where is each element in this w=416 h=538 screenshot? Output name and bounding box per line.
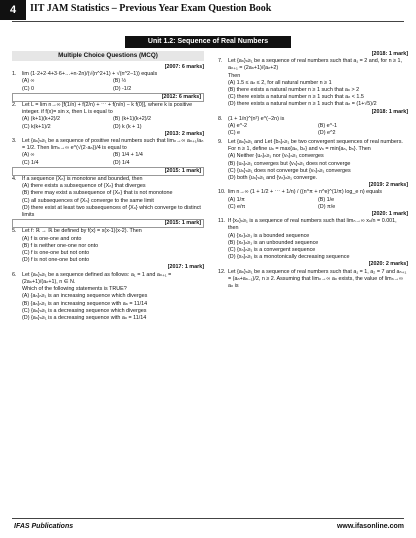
option: (C) {uₙ}ₙ≥₁ does not converge but {vₙ}ₙ≥₁ converges bbox=[228, 167, 351, 174]
header-rule bbox=[12, 21, 404, 22]
question-10: 10. lim n→∞ (1 + 1/2 + ⋯ + 1/n) / ((n^π + n^e)^(1/π) log_e n) equals bbox=[218, 189, 382, 196]
year-tag: [2013: 2 marks] bbox=[164, 130, 204, 137]
year-tag: [2018: 1 mark] bbox=[371, 51, 408, 57]
left-column bbox=[12, 51, 204, 322]
option: (A) 1.5 ≤ aₙ ≤ 2, for all natural number n ≥ 1 bbox=[228, 79, 332, 86]
question-5: 5. Let f: ℝ → ℝ be defined by f(x) = x(x-1)(x-2). Then bbox=[12, 228, 142, 235]
option: (C) all subsequences of {Xₙ} converge to the same limit bbox=[22, 197, 154, 204]
footer-rule bbox=[12, 518, 404, 519]
year-tag: [2007: 6 marks] bbox=[164, 64, 204, 70]
option: (C) there exists a natural number n ≥ 1 such that aₙ < 1.5 bbox=[228, 94, 364, 101]
question-3-options: (A) ∞ (B) 1/4 + 1/4 (C) 1/4 (D) 1/4 bbox=[22, 152, 143, 166]
year-tag: [2019: 2 marks] bbox=[368, 182, 408, 189]
question-2: 2. Let L = lim n→∞ [f(1/n) + f(2/n) + ⋯ + f(n/n) − k f(0)], where k is positive integer. if f(x)= sin x, then L is equal to bbox=[12, 102, 193, 116]
option: (B) {xₙ}ₙ≥₁ is an unbounded sequence bbox=[228, 239, 319, 246]
question-2-options: (A) (k+1)(k+2)/2 (B) (k+1)(k+2)/2 (C) k(k+1)/2 (D) k (k + 1) bbox=[22, 116, 152, 130]
year-tag: [2017: 1 mark] bbox=[167, 264, 204, 271]
option: (D) {xₙ}ₙ≥₁ is a monotonically decreasing sequence bbox=[228, 254, 350, 261]
option: (C) {xₙ}ₙ≥₁ is a convergent sequence bbox=[228, 246, 316, 253]
option: (A) {xₙ}ₙ≥₁ is a bounded sequence bbox=[228, 232, 310, 239]
year-tag: [2012: 6 marks] bbox=[12, 93, 204, 102]
option: (A) there exists a subsequence of {Xₙ} that diverges bbox=[22, 183, 146, 190]
right-column bbox=[218, 51, 408, 290]
page-number: 4 bbox=[0, 0, 26, 20]
question-12: 12. Let {aₙ}ₙ≥₁ be a sequence of real numbers such that a₁ = 1, a₂ = 7 and aₙ₊₁ = (aₙ+aₙ₋₁)/2, n ≥ 2. Assuming that limₙ→∞ aₙ exists, the value of limₙ→∞ aₙ is bbox=[218, 268, 407, 289]
option: (A) f is one-one and onto bbox=[22, 235, 82, 242]
question-7-then: Then bbox=[228, 72, 241, 79]
option: (D) both {uₙ}ₙ≥₁ and {vₙ}ₙ≥₁ converge. bbox=[228, 174, 318, 181]
option: (B) there may exist a subsequence of {Xₙ} that is not monotone bbox=[22, 190, 173, 197]
question-7: 7. Let {aₙ}ₙ≥₁ be a sequence of real numbers such that a₁ = 2 and, for n ≥ 1, aₙ₊₁ = (2aₙ+1)/(aₙ+2) bbox=[218, 58, 403, 72]
option: (B) f is neither one-one nor onto bbox=[22, 242, 99, 249]
question-4: 4. If a sequence {Xₙ} is monotone and bounded, then bbox=[12, 176, 143, 183]
option: (D) there exists a natural number n ≥ 1 such that aₙ = (1+√5)/2 bbox=[228, 101, 377, 108]
year-tag: [2020: 1 mark] bbox=[371, 210, 408, 217]
question-1: 1. lim (1·2+2·4+3·6+…+n·2n)/(√(n^2+1) + √(n^2−1)) equals bbox=[12, 71, 158, 78]
year-tag: [2015: 1 mark] bbox=[12, 167, 204, 176]
book-title: IIT JAM Statistics – Previous Year Exam Question Book bbox=[30, 3, 272, 14]
option: (D) {aₙ}ₙ≥₁ is a decreasing sequence with aₙ = 11/14 bbox=[22, 314, 147, 321]
year-tag: [2018: 1 mark] bbox=[371, 108, 408, 115]
option: (D) there exist at least two subsequences of {Xₙ} which converge to distinct limits bbox=[22, 204, 201, 219]
page-header bbox=[0, 0, 416, 20]
mcq-title: Multiple Choice Questions (MCQ) bbox=[12, 51, 204, 61]
option: (A) {aₙ}ₙ≥₁ is an increasing sequence which diverges bbox=[22, 293, 148, 300]
option: (B) {uₙ}ₙ≥₁ converges but {vₙ}ₙ≥₁ does not converge bbox=[228, 160, 351, 167]
question-11: 11. If {xₙ}ₙ≥₁ is a sequence of real numbers such that limₙ→∞ xₙ/n = 0.001, then bbox=[218, 218, 397, 232]
unit-title: Unit 1.2: Sequence of Real Numbers bbox=[125, 36, 291, 48]
question-3: 3. Let {aₙ}ₙ≥₁ be a sequence of positive real numbers such that limₙ→∞ aₙ₊₁/aₙ = 1/2. Then limₙ→∞ e^(√(2·aₙ))/4 is equal to bbox=[12, 138, 204, 152]
option: (D) f is not one-one but onto bbox=[22, 257, 90, 264]
option: (B) there exists a natural number n ≥ 1 such that aₙ > 2 bbox=[228, 87, 360, 94]
publisher-name: IFAS Publications bbox=[14, 523, 74, 530]
question-9: 9. Let {aₙ}ₙ≥₁ and Let {bₙ}ₙ≥₁ be two convergent sequences of real numbers. For n ≥ 1, define uₙ = max{aₙ, bₙ} and vₙ = min{aₙ, bₙ}. Then bbox=[218, 138, 403, 153]
question-8-options: (A) e^-2 (B) e^-1 (C) e (D) e^2 bbox=[228, 123, 338, 137]
option: (C) f is one-one but not onto bbox=[22, 250, 90, 257]
question-6: 6. Let {aₙ}ₙ≥₁ be a sequence defined as follows: a₁ = 1 and aₙ₊₁ = (2aₙ+1)/(aₙ+1), n ∈ N. bbox=[12, 271, 172, 285]
year-tag: [2020: 2 marks] bbox=[368, 261, 408, 268]
question-1-options: (A) ∞ (B) ½ (C) 0 (D) -1/2 bbox=[22, 78, 132, 92]
option: (A) Neither {uₙ}ₙ≥₁ nor {vₙ}ₙ≥₁ converges bbox=[228, 153, 324, 160]
option: (C) {aₙ}ₙ≥₁ is a decreasing sequence which diverges bbox=[22, 307, 147, 314]
website-url: www.ifasonline.com bbox=[336, 523, 404, 530]
question-10-options: (A) 1/π (B) 1/e (C) e/π (D) π/e bbox=[228, 196, 336, 210]
year-tag: [2015: 1 mark] bbox=[12, 219, 204, 228]
option: (B) {aₙ}ₙ≥₁ is an increasing sequence with aₙ = 11/14 bbox=[22, 300, 148, 307]
question-6-prompt: Which of the following statements is TRUE? bbox=[22, 286, 127, 293]
question-8: 8. (1 + 1/n)^(n²) e^(−2n) is bbox=[218, 115, 285, 122]
